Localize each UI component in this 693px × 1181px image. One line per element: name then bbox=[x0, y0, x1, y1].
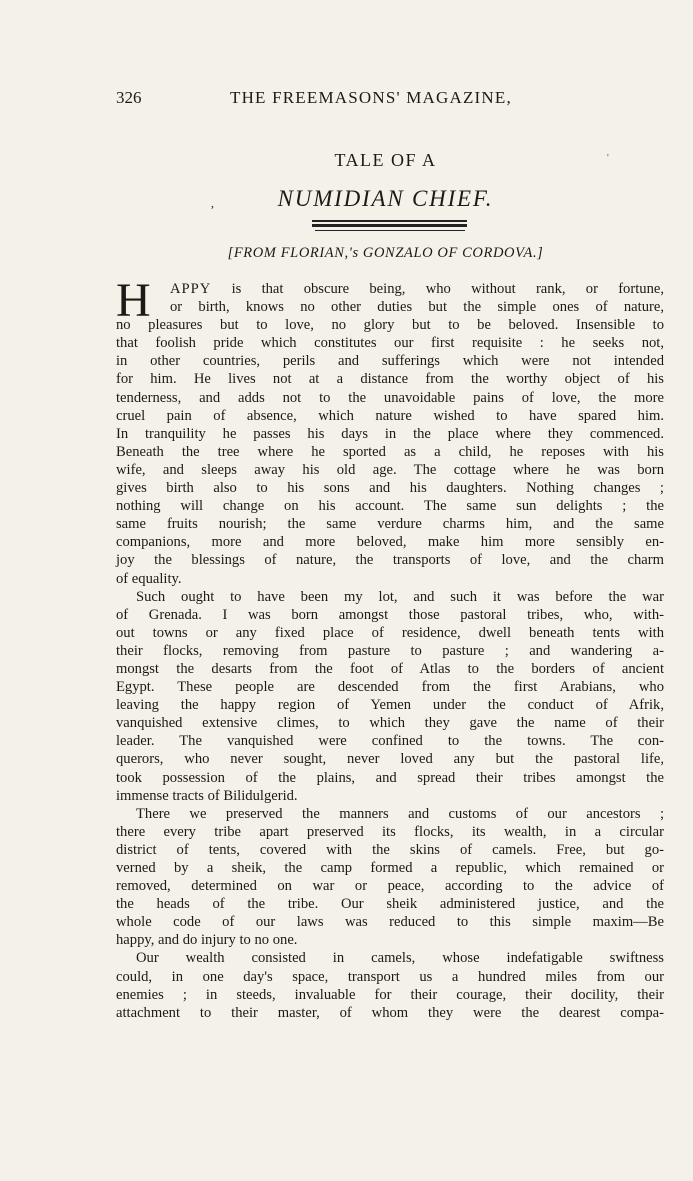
body-line: Egypt. These people are descended from the first Arabians, who bbox=[116, 679, 664, 696]
body-line: for him. He lives not at a distance from the worthy object of his bbox=[116, 371, 664, 388]
article-title-line2: NUMIDIAN CHIEF. bbox=[277, 186, 494, 211]
body-line: nothing will change on his account. The same sun delights ; the bbox=[116, 498, 664, 515]
body-line: immense tracts of Bilidulgerid. bbox=[116, 787, 298, 804]
print-mark: , bbox=[211, 196, 214, 210]
body-line: of Grenada. I was born amongst those pastoral tribes, who, with- bbox=[116, 606, 664, 623]
body-line: Beneath the tree where he sported as a child, he reposes with his bbox=[116, 443, 664, 460]
body-line bbox=[116, 280, 664, 298]
body-line: no pleasures but to love, no glory but to be beloved. Insensible to bbox=[116, 317, 664, 334]
body-line: removed, determined on war or peace, according to the advice of bbox=[116, 878, 664, 895]
first-line-text: is that obscure being, who without rank, or fortune, bbox=[211, 281, 664, 297]
running-title: THE FREEMASONS' MAGAZINE, bbox=[230, 88, 512, 107]
body-line: joy the blessings of nature, the transports of love, and the charm bbox=[116, 552, 664, 569]
body-line: took possession of the plains, and spread their tribes amongst the bbox=[116, 769, 664, 786]
article-body bbox=[116, 274, 664, 1022]
title-rule bbox=[315, 230, 465, 231]
body-line: Such ought to have been my lot, and such it was before the war bbox=[136, 588, 664, 605]
body-line: happy, and do injury to no one. bbox=[116, 932, 298, 949]
body-line: enemies ; in steeds, invaluable for their courage, their docility, their bbox=[116, 986, 664, 1003]
body-line: cruel pain of absence, which nature wished to have spared him. bbox=[116, 407, 664, 424]
body-line: out towns or any fixed place of residence, dwell beneath tents with bbox=[116, 624, 664, 641]
body-line: the heads of the tribe. Our sheik administered justice, and the bbox=[116, 896, 664, 913]
body-line: querors, who never sought, never loved any but the pastoral life, bbox=[116, 751, 664, 768]
body-line: Our wealth consisted in camels, whose indefatigable swiftness bbox=[136, 950, 664, 967]
body-line: of equality. bbox=[116, 570, 182, 587]
body-line: their flocks, removing from pasture to pasture ; and wandering a- bbox=[116, 642, 664, 659]
body-line: There we preserved the manners and customs of our ancestors ; bbox=[136, 805, 664, 822]
body-line: gives birth also to his sons and his daughters. Nothing changes ; bbox=[116, 480, 664, 497]
title-rule bbox=[312, 220, 467, 222]
body-line: tenderness, and adds not to the unavoidable pains of love, the more bbox=[116, 389, 664, 406]
body-line: leader. The vanquished were confined to the towns. The con- bbox=[116, 733, 664, 750]
body-line: that foolish pride which constitutes our first requisite : he seeks not, bbox=[116, 335, 664, 352]
article-source: [FROM FLORIAN,'s GONZALO OF CORDOVA.] bbox=[227, 245, 544, 261]
body-line: verned by a sheik, the camp formed a republic, which remained or bbox=[116, 860, 664, 876]
body-line: In tranquility he passes his days in the place where they commenced. bbox=[116, 425, 664, 442]
article-title-line1: TALE OF A bbox=[334, 150, 437, 170]
body-line: whole code of our laws was reduced to this simple maxim—Be bbox=[116, 914, 664, 931]
body-line: could, in one day's space, transport us a hundred miles from our bbox=[116, 968, 664, 985]
title-rule-thick bbox=[312, 224, 467, 227]
body-line: attachment to their master, of whom they were the dearest compa- bbox=[116, 1004, 664, 1021]
body-line: wife, and sleeps away his old age. The cottage where he was born bbox=[116, 461, 664, 478]
page-number: 326 bbox=[116, 88, 142, 107]
body-line: leaving the happy region of Yemen under the conduct of Afrik, bbox=[116, 697, 664, 714]
body-line: mongst the desarts from the foot of Atlas to the borders of ancient bbox=[116, 660, 664, 677]
body-line: or birth, knows no other duties but the simple ones of nature, bbox=[170, 299, 664, 316]
body-line: in other countries, perils and sufferings which were not intended bbox=[116, 353, 664, 370]
page-header bbox=[112, 88, 582, 112]
print-mark: ' bbox=[607, 153, 609, 164]
first-word: APPY bbox=[170, 281, 212, 297]
body-line: vanquished extensive climes, to which they gave the name of their bbox=[116, 715, 664, 732]
body-line: companions, more and more beloved, make him more sensibly en- bbox=[116, 534, 664, 551]
body-line: same fruits nourish; the same verdure charms him, and the same bbox=[116, 516, 664, 533]
drop-cap: H bbox=[116, 274, 151, 327]
body-line: there every tribe apart preserved its flocks, its wealth, in a circular bbox=[116, 823, 664, 840]
body-line: district of tents, covered with the skins of camels. Free, but go- bbox=[116, 841, 664, 858]
